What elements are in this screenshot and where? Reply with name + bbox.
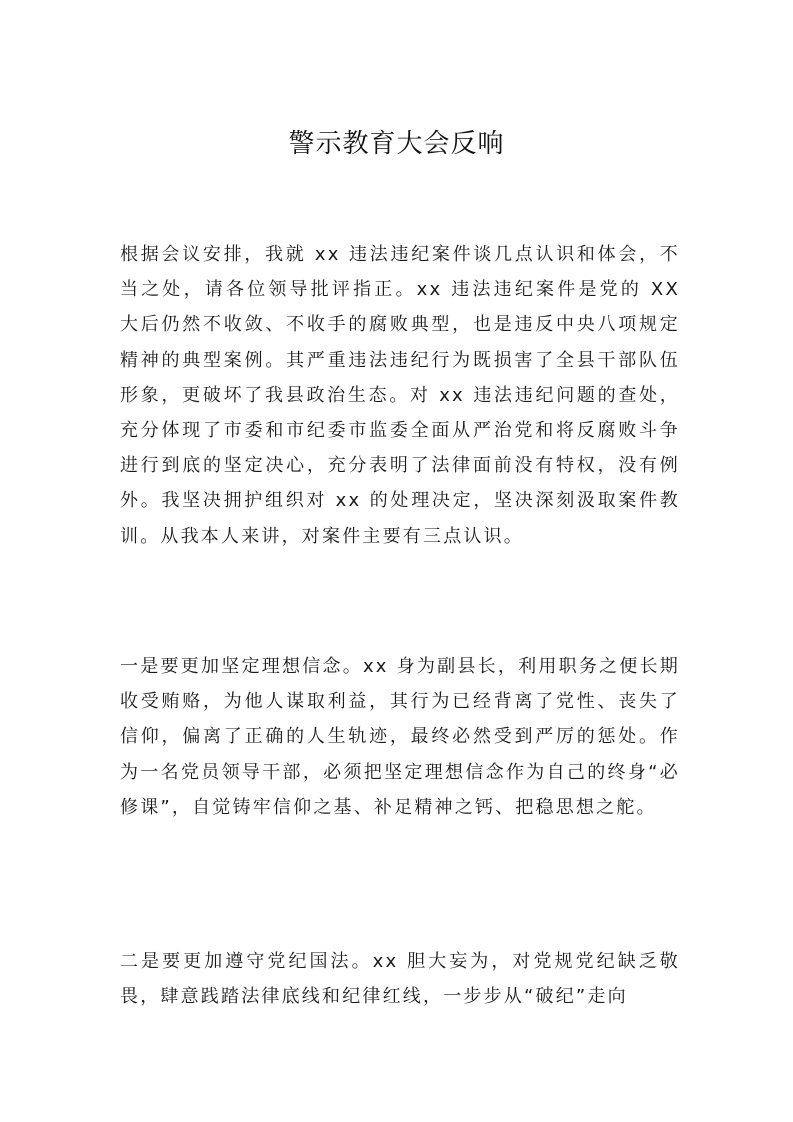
paragraph-point-one: 一是要更加坚定理想信念。xx 身为副县长，利用职务之便长期收受贿赂，为他人谋取利益，其行为已经背离了党性、丧失了信仰，偏离了正确的人生轨迹，最终必然受到严厉的惩处。作为一名党员领导干部，必须把坚定理想信念作为自己的终身“必修课”，自觉铸牢信仰之基、补足精神之钙、把稳思想之舵。 bbox=[120, 656, 680, 818]
paragraph-intro: 根据会议安排，我就 xx 违法违纪案件谈几点认识和体会，不当之处，请各位领导批评指正。xx 违法违纪案件是党的 XX 大后仍然不收敛、不收手的腐败典型，也是违反中央八项规定精神的典型案例。其严重违法违纪行为既损害了全县干部队伍形象，更破坏了我县政治生态。对 xx 违法违纪问题的查处，充分体现了市委和市纪委市监委全面从严治党和将反腐败斗争进行到底的坚定决心，充分表明了法律面前没有特权，没有例外。我坚决拥护组织对 xx 的处理决定，坚决深刻汲取案件教训。从我本人来讲，对案件主要有三点认识。 bbox=[120, 244, 680, 547]
paragraph-point-two: 二是要更加遵守党纪国法。xx 胆大妄为，对党规党纪缺乏敬畏，肆意践踏法律底线和纪律红线，一步步从“破纪”走向 bbox=[120, 951, 680, 1008]
document-title: 警示教育大会反响 bbox=[288, 129, 505, 159]
